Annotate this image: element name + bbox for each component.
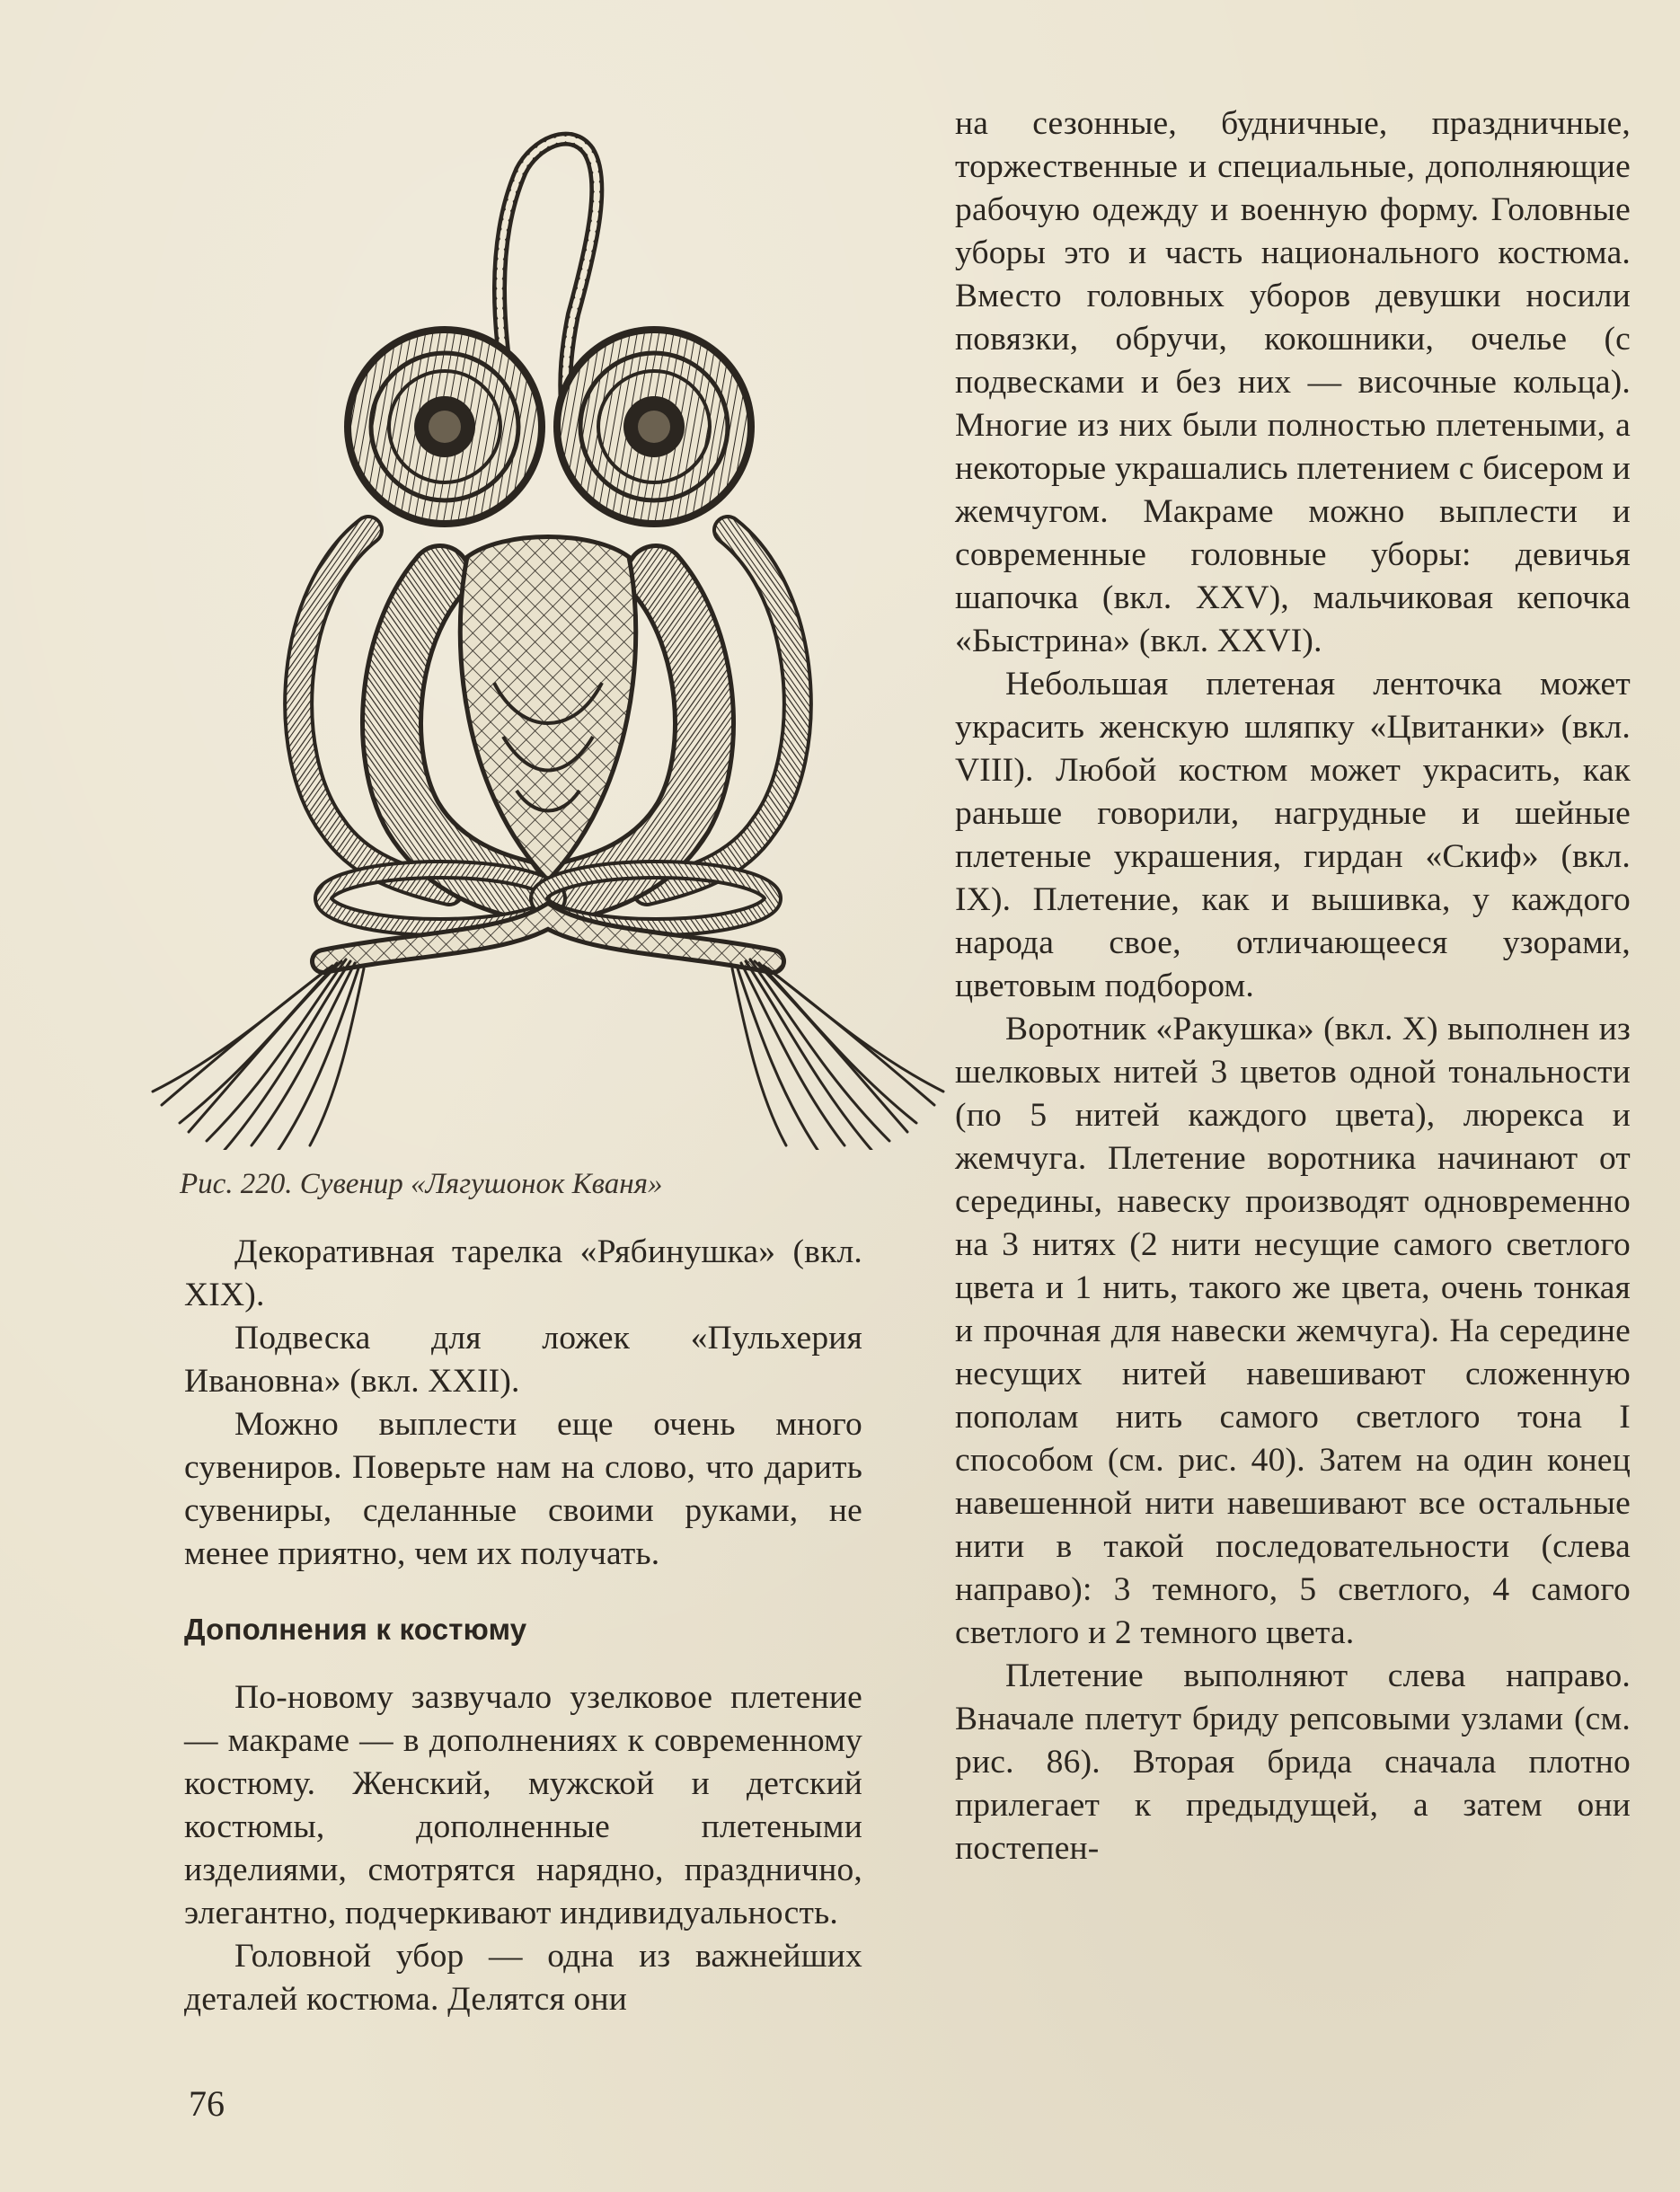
paragraph: Небольшая плетеная ленточка может украсить женскую шляпку «Цвитанки» (вкл. VIII). Любой костюм может украсить, как раньше говорили, нагрудные и шейные плетеные украшения, гирдан «Скиф» (вкл. IX). Плетение, как и вышивка, у каждого народа свое, отличающееся узорами, цветовым подбором. (955, 666, 1631, 1004)
paragraph: Можно выплести еще очень много сувениров. Поверьте нам на слово, что дарить сувениры, сделанные своими руками, не менее приятно, чем их получать. (184, 1406, 862, 1572)
left-tassel (153, 959, 364, 1150)
paragraph-continuation: на сезонные, будничные, праздничные, торжественные и специальные, дополняющие рабочую одежду и военную форму. Головные уборы это и часть национального костюма. Вместо головных уборов девушки носили повязки, обручи, кокошники, очелье (с подвесками и без них — височные кольца). Многие из них были полностью плетеными, а некоторые украшались плетением с бисером и жемчугом. Макраме можно выплести и современные головные уборы: девичья шапочка (вкл. XXV), мальчиковая кепочка «Быстрина» (вкл. XXVI). (955, 105, 1631, 659)
paragraph: Подвеска для ложек «Пульхерия Ивановна» (вкл. XXII). (184, 1320, 862, 1400)
paragraph: Воротник «Ракушка» (вкл. X) выполнен из шелковых нитей 3 цветов одной тональности (по 5 нитей каждого цвета), люрекса и жемчуга. Плетение воротника начинают от середины, навеску производят одновременно на 3 нитях (2 нити несущие самого светлого цвета и 1 нить, такого же цвета, очень тонкая и прочная для навески жемчуга). На середине несущих нитей навешивают сложенную пополам нить самого светлого тона I способом (см. рис. 40). Затем на один конец навешенной нити навешивают все остальные нити в такой последовательности (слева направо): 3 темного, 5 светлого, 4 самого светлого и 2 темного цвета. (955, 1011, 1631, 1651)
paragraph: Декоративная тарелка «Рябинушка» (вкл. XIX). (184, 1233, 862, 1313)
left-column (184, 1231, 862, 2021)
right-column (955, 102, 1631, 1870)
page-number: 76 (189, 2083, 225, 2124)
paragraph: Плетение выполняют слева направо. Вначале плетут бриду репсовыми узлами (см. рис. 86). Вторая брида сначала плотно прилегает к предыдущей, а затем они постепен- (955, 1657, 1631, 1867)
right-tassel (732, 959, 943, 1150)
paragraph: Головной убор — одна из важнейших деталей костюма. Делятся они (184, 1938, 862, 2018)
owl-macrame-illustration (144, 108, 952, 1150)
paragraph: По-новому зазвучало узелковое плетение — макраме — в дополнениях к современному костюму. Женский, мужской и детский костюмы, дополненные плетеными изделиями, смотрятся нарядно, празднично, элегантно, подчеркивают индивидуальность. (184, 1679, 862, 1931)
right-eye (553, 326, 755, 527)
figure-caption: Рис. 220. Сувенир «Лягушонок Кваня» (180, 1168, 663, 1200)
left-eye (344, 326, 545, 527)
owl-macrame-figure (144, 108, 952, 1150)
owl-body (460, 537, 635, 881)
section-heading: Дополнения к костюму (184, 1613, 527, 1646)
